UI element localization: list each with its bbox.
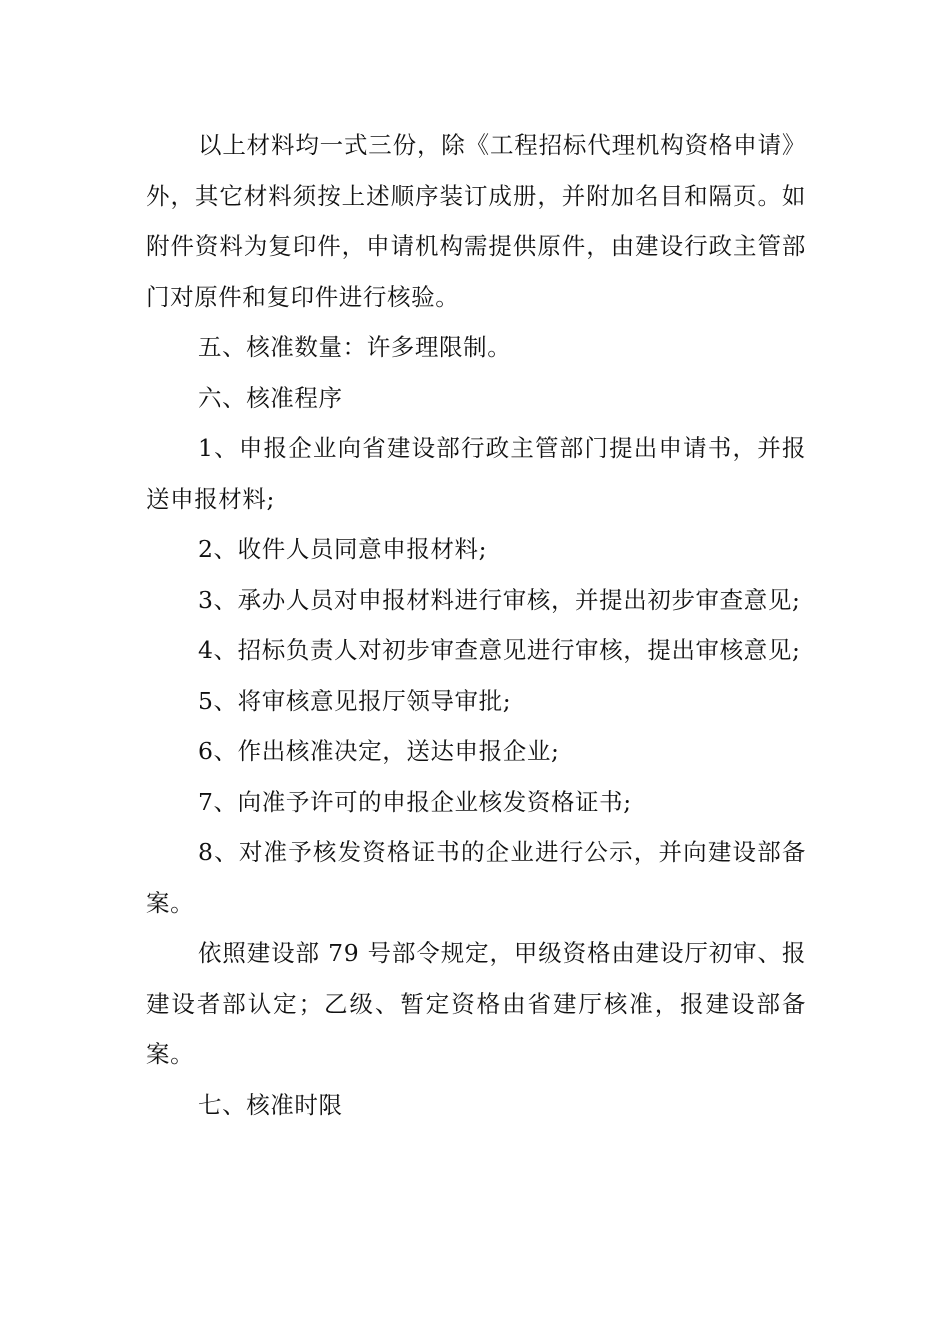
procedure-step-8: 8、对准予核发资格证书的企业进行公示，并向建设部备案。 — [146, 838, 806, 917]
paragraph-materials-note: 以上材料均一式三份，除《工程招标代理机构资格申请》外，其它材料须按上述顺序装订成册，并附加名目和隔页。如附件资料为复印件，申请机构需提供原件，由建设行政主管部门对原件和复印件进行核验。 — [146, 131, 806, 311]
heading-approval-procedure: 六、核准程序 — [198, 383, 343, 412]
procedure-step-5: 5、将审核意见报厅领导审批; — [198, 686, 512, 715]
procedure-step-7: 7、向准予许可的申报企业核发资格证书; — [198, 787, 632, 816]
procedure-step-2: 2、收件人员同意申报材料; — [198, 535, 488, 563]
heading-approval-time-limit: 七、核准时限 — [198, 1090, 343, 1119]
procedure-step-6: 6、作出核准决定，送达申报企业; — [198, 737, 560, 765]
procedure-step-3: 3、承办人员对申报材料进行审核，并提出初步审查意见; — [198, 585, 801, 614]
document-body — [146, 120, 806, 1130]
paragraph-regulation-note: 依照建设部 79 号部令规定，甲级资格由建设厅初审、报建设者部认定；乙级、暂定资格由省建厅核准，报建设部备案。 — [146, 939, 806, 1068]
procedure-step-4: 4、招标负责人对初步审查意见进行审核，提出审核意见; — [198, 636, 801, 664]
heading-approval-quantity: 五、核准数量：许多理限制。 — [198, 333, 512, 361]
procedure-step-1: 1、申报企业向省建设部行政主管部门提出申请书，并报送申报材料; — [146, 434, 806, 513]
